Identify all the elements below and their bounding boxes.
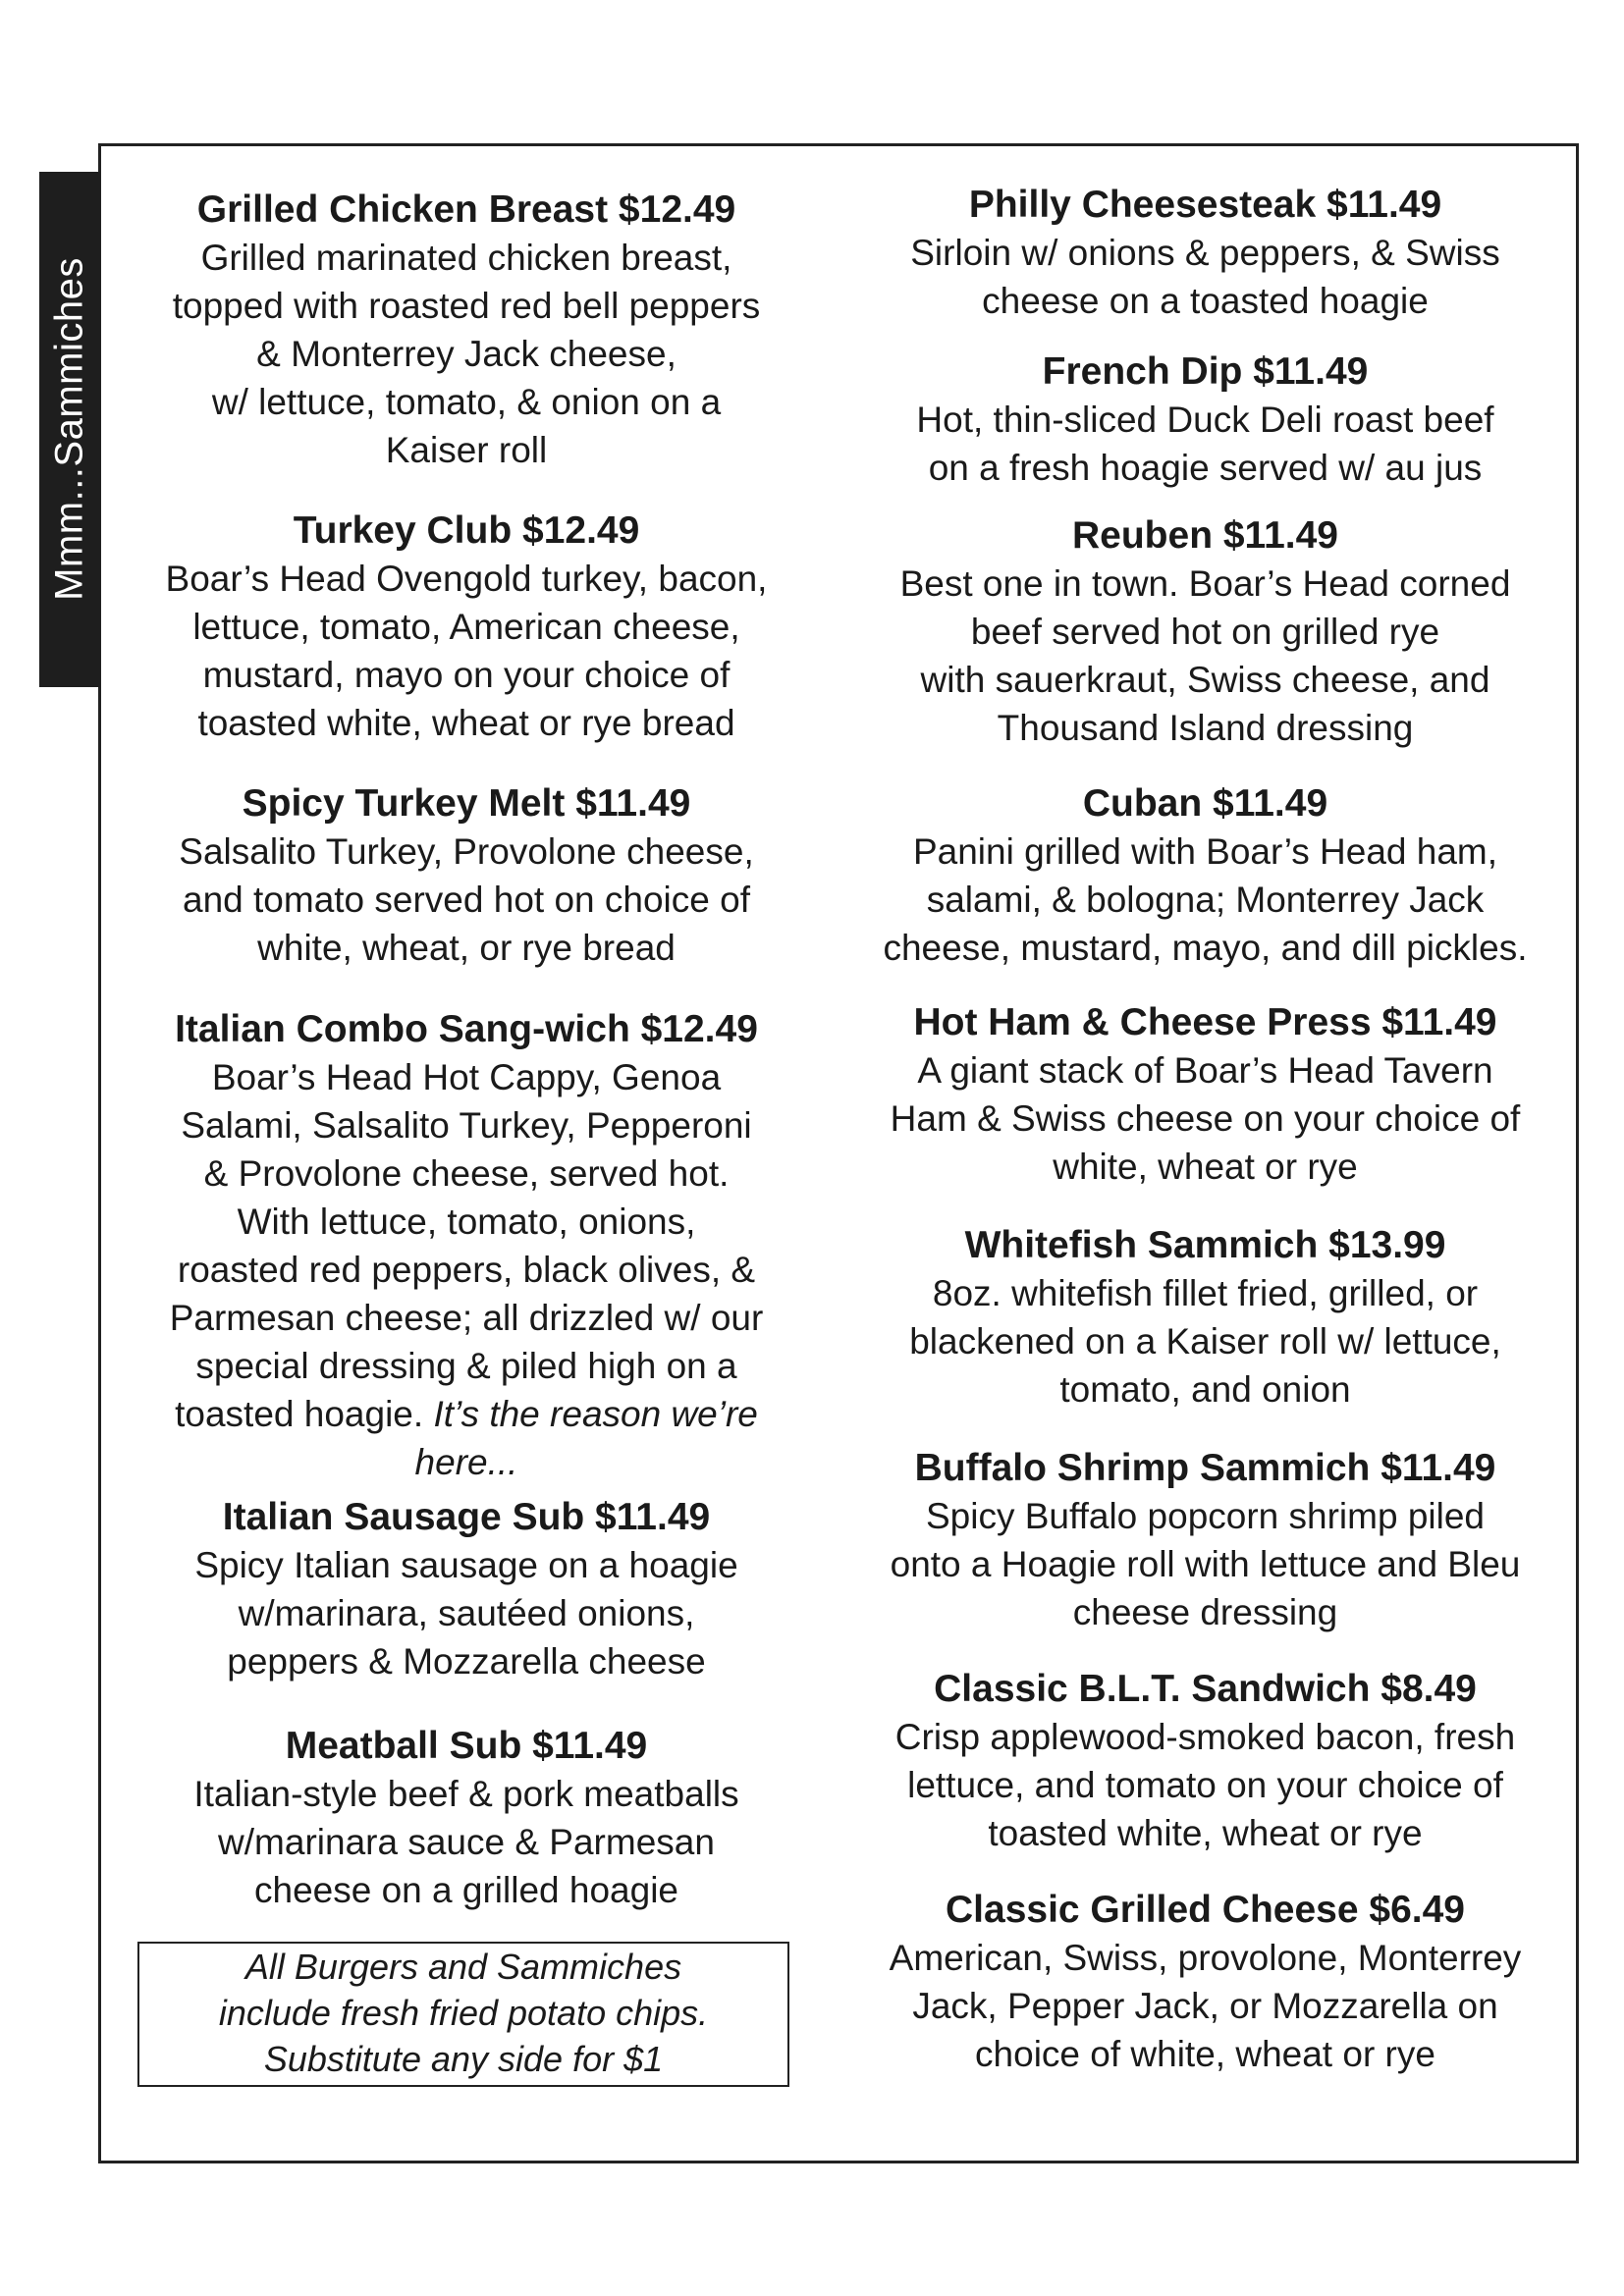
desc-line: lettuce, tomato, American cheese, xyxy=(192,607,740,647)
desc-line: Boar’s Head Ovengold turkey, bacon, xyxy=(165,559,768,599)
section-title: Mmm...Sammiches xyxy=(47,257,91,601)
desc-line: tomato, and onion xyxy=(1059,1369,1351,1410)
desc-line: roasted red peppers, black olives, & xyxy=(177,1250,756,1290)
item-title: Meatball Sub $11.49 xyxy=(285,1725,648,1767)
desc-line: Spicy Buffalo popcorn shrimp piled xyxy=(925,1496,1486,1536)
item-description xyxy=(118,1541,815,1685)
desc-line: Ham & Swiss cheese on your choice of xyxy=(890,1098,1521,1139)
desc-line: choice of white, wheat or rye xyxy=(975,2034,1435,2074)
item-description xyxy=(844,1934,1566,2078)
menu-item-classic-grilled-cheese xyxy=(844,1887,1566,2078)
item-title: Buffalo Shrimp Sammich $11.49 xyxy=(914,1447,1496,1489)
item-description xyxy=(844,828,1566,972)
desc-line: Sirloin w/ onions & peppers, & Swiss xyxy=(910,233,1500,273)
desc-line: beef served hot on grilled rye xyxy=(970,612,1440,652)
desc-line: cheese dressing xyxy=(1072,1592,1338,1632)
desc-line: Italian-style beef & pork meatballs xyxy=(193,1774,739,1814)
tagline: here... xyxy=(414,1442,518,1482)
desc-line: with sauerkraut, Swiss cheese, and xyxy=(920,660,1490,700)
desc-line: w/marinara, sautéed onions, xyxy=(238,1593,695,1633)
desc-line: on a fresh hoagie served w/ au jus xyxy=(928,448,1483,488)
desc-line: white, wheat, or rye bread xyxy=(257,928,676,968)
desc-line: onto a Hoagie roll with lettuce and Bleu xyxy=(890,1544,1521,1584)
desc-line: Salami, Salsalito Turkey, Pepperoni xyxy=(181,1105,752,1146)
menu-item-italian-sausage-sub xyxy=(118,1494,815,1685)
desc-line: Best one in town. Boar’s Head corned xyxy=(899,563,1511,604)
item-description xyxy=(844,560,1566,752)
item-description xyxy=(844,1492,1566,1636)
item-title: Classic B.L.T. Sandwich $8.49 xyxy=(934,1668,1477,1710)
item-title: Whitefish Sammich $13.99 xyxy=(964,1224,1446,1266)
item-description xyxy=(118,555,815,747)
menu-item-french-dip xyxy=(844,348,1566,492)
desc-line: 8oz. whitefish fillet fried, grilled, or xyxy=(932,1273,1479,1313)
desc-line: cheese on a toasted hoagie xyxy=(982,281,1429,321)
item-description xyxy=(118,828,815,972)
desc-line: A giant stack of Boar’s Head Tavern xyxy=(917,1050,1493,1091)
desc-line: topped with roasted red bell peppers xyxy=(172,286,761,326)
menu-item-philly-cheesesteak xyxy=(844,182,1566,325)
item-title: Philly Cheesesteak $11.49 xyxy=(968,184,1442,226)
menu-item-spicy-turkey-melt xyxy=(118,780,815,972)
desc-line: Grilled marinated chicken breast, xyxy=(200,238,732,278)
desc-line: cheese, mustard, mayo, and dill pickles. xyxy=(883,928,1528,968)
note-line: All Burgers and Sammiches xyxy=(244,1947,682,1987)
menu-item-cuban xyxy=(844,780,1566,972)
item-title: Italian Combo Sang-wich $12.49 xyxy=(175,1008,758,1050)
desc-line: cheese on a grilled hoagie xyxy=(254,1870,678,1910)
note-line: Substitute any side for $1 xyxy=(263,2039,664,2079)
desc-line: Parmesan cheese; all drizzled w/ our xyxy=(169,1298,764,1338)
desc-line: Thousand Island dressing xyxy=(997,708,1414,748)
desc-line: Crisp applewood-smoked bacon, fresh xyxy=(894,1717,1516,1757)
desc-line: Jack, Pepper Jack, or Mozzarella on xyxy=(912,1986,1498,2026)
item-title: Reuben $11.49 xyxy=(1072,514,1338,557)
desc-line: Kaiser roll xyxy=(385,430,548,470)
desc-line: mustard, mayo on your choice of xyxy=(202,655,731,695)
menu-item-classic-blt xyxy=(844,1666,1566,1857)
item-title: Italian Sausage Sub $11.49 xyxy=(222,1496,711,1538)
menu-item-italian-combo xyxy=(118,1006,815,1486)
item-description xyxy=(844,1269,1566,1414)
item-description xyxy=(118,1053,815,1486)
item-title: Cuban $11.49 xyxy=(1082,782,1328,825)
item-description xyxy=(118,1770,815,1914)
item-description xyxy=(118,234,815,474)
section-tab xyxy=(39,172,100,687)
item-title: Hot Ham & Cheese Press $11.49 xyxy=(913,1001,1497,1043)
desc-line: lettuce, and tomato on your choice of xyxy=(907,1765,1503,1805)
desc-line: toasted white, wheat or rye bread xyxy=(197,703,735,743)
desc-line: Salsalito Turkey, Provolone cheese, xyxy=(179,831,754,872)
item-title: Spicy Turkey Melt $11.49 xyxy=(242,782,691,825)
desc-line: Panini grilled with Boar’s Head ham, xyxy=(912,831,1498,872)
item-description xyxy=(844,229,1566,325)
menu-item-buffalo-shrimp-sammich xyxy=(844,1445,1566,1636)
item-description xyxy=(844,396,1566,492)
desc-line: w/marinara sauce & Parmesan xyxy=(218,1822,715,1862)
desc-line: & Provolone cheese, served hot. xyxy=(203,1153,730,1194)
desc-line: With lettuce, tomato, onions, xyxy=(237,1201,696,1242)
desc-line: and tomato served hot on choice of xyxy=(183,880,750,920)
desc-line: salami, & bologna; Monterrey Jack xyxy=(926,880,1485,920)
desc-line: w/ lettuce, tomato, & onion on a xyxy=(211,382,722,422)
menu-item-hot-ham-cheese-press xyxy=(844,999,1566,1191)
desc-line: & Monterrey Jack cheese, xyxy=(256,334,677,374)
desc-line: white, wheat or rye xyxy=(1053,1147,1358,1187)
desc-line: peppers & Mozzarella cheese xyxy=(227,1641,706,1682)
tagline: It’s the reason we’re xyxy=(433,1394,758,1434)
item-description xyxy=(844,1713,1566,1857)
item-title: Turkey Club $12.49 xyxy=(293,509,640,552)
desc-line: special dressing & piled high on a xyxy=(195,1346,737,1386)
desc-line: Boar’s Head Hot Cappy, Genoa xyxy=(211,1057,722,1097)
item-title: Grilled Chicken Breast $12.49 xyxy=(196,188,736,231)
menu-item-meatball-sub xyxy=(118,1723,815,1914)
note-line: include fresh fried potato chips. xyxy=(218,1993,709,2033)
chips-note xyxy=(137,1942,789,2087)
item-title: Classic Grilled Cheese $6.49 xyxy=(946,1889,1465,1931)
menu-item-grilled-chicken-breast xyxy=(118,187,815,474)
menu-item-reuben xyxy=(844,512,1566,752)
desc-text: toasted hoagie. xyxy=(175,1394,424,1434)
desc-line: blackened on a Kaiser roll w/ lettuce, xyxy=(909,1321,1501,1362)
desc-line: Hot, thin-sliced Duck Deli roast beef xyxy=(916,400,1494,440)
item-description xyxy=(844,1046,1566,1191)
desc-line: toasted white, wheat or rye xyxy=(988,1813,1423,1853)
menu-item-turkey-club xyxy=(118,507,815,747)
menu-item-whitefish-sammich xyxy=(844,1222,1566,1414)
desc-line: Spicy Italian sausage on a hoagie xyxy=(194,1545,738,1585)
item-title: French Dip $11.49 xyxy=(1042,350,1369,393)
desc-line xyxy=(118,1390,815,1438)
desc-line: American, Swiss, provolone, Monterrey xyxy=(889,1938,1522,1978)
